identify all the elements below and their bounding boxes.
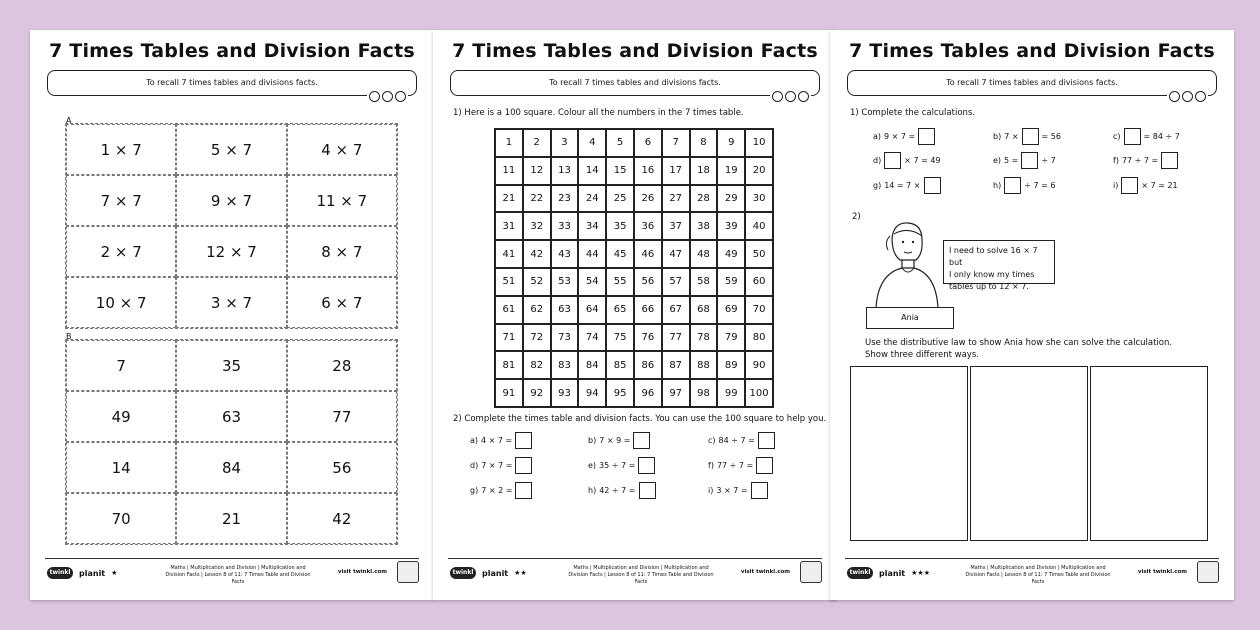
- hundred-square-cell[interactable]: 8: [690, 129, 718, 157]
- fact-label: h): [588, 486, 597, 495]
- difficulty-dots: [1167, 91, 1208, 102]
- answer-box-2[interactable]: [970, 366, 1088, 541]
- hundred-square-cell[interactable]: 28: [690, 185, 718, 213]
- learning-objective: [450, 70, 820, 96]
- hundred-square-cell[interactable]: 18: [690, 157, 718, 185]
- hundred-square-cell[interactable]: 69: [717, 296, 745, 324]
- difficulty-dots: [770, 91, 811, 102]
- question-cards: [65, 123, 398, 329]
- calc-label: d): [873, 156, 882, 165]
- hundred-square-cell[interactable]: 59: [717, 268, 745, 296]
- hundred-square-cell[interactable]: 20: [745, 157, 773, 185]
- answer-box[interactable]: [515, 482, 532, 499]
- fact-text: 3 × 7 =: [716, 486, 748, 495]
- hundred-square-cell[interactable]: 3: [551, 129, 579, 157]
- calc-item: [993, 177, 1055, 194]
- fact-text: 84 ÷ 7 =: [718, 436, 755, 445]
- answer-card: 21: [176, 493, 286, 544]
- hundred-square-cell[interactable]: 55: [606, 268, 634, 296]
- hundred-square-cell[interactable]: 1: [495, 129, 523, 157]
- hundred-square-cell[interactable]: 46: [634, 240, 662, 268]
- answer-cards: [65, 339, 398, 545]
- hundred-square-cell[interactable]: 97: [662, 379, 690, 407]
- hundred-square-cell[interactable]: 93: [551, 379, 579, 407]
- hundred-square-cell[interactable]: 10: [745, 129, 773, 157]
- hundred-square-cell[interactable]: 41: [495, 240, 523, 268]
- hundred-square-cell[interactable]: 34: [578, 212, 606, 240]
- hundred-square-cell[interactable]: 43: [551, 240, 579, 268]
- hundred-square: [494, 128, 774, 408]
- hundred-square-cell[interactable]: 77: [662, 324, 690, 352]
- objective-text: To recall 7 times tables and divisions facts.: [146, 78, 318, 87]
- calc-item: [873, 177, 941, 194]
- hundred-square-cell[interactable]: 53: [551, 268, 579, 296]
- hundred-square-cell[interactable]: 48: [690, 240, 718, 268]
- calc-before: 5 =: [1004, 156, 1019, 165]
- question-card: 4 × 7: [287, 124, 397, 175]
- question-1: 1) Here is a 100 square. Colour all the numbers in the 7 times table.: [453, 108, 744, 118]
- objective-text: To recall 7 times tables and divisions facts.: [549, 78, 721, 87]
- character-name: Ania: [866, 307, 954, 329]
- hundred-square-cell[interactable]: 71: [495, 324, 523, 352]
- fact-item: [708, 432, 775, 449]
- planit-badge-icon: [800, 561, 822, 583]
- hundred-square-cell[interactable]: 66: [634, 296, 662, 324]
- difficulty-stars: ★★: [514, 569, 527, 577]
- answer-card: 56: [287, 442, 397, 493]
- hundred-square-cell[interactable]: 86: [634, 351, 662, 379]
- hundred-square-cell[interactable]: 49: [717, 240, 745, 268]
- hundred-square-cell[interactable]: 78: [690, 324, 718, 352]
- hundred-square-cell[interactable]: 4: [578, 129, 606, 157]
- page-footer: [845, 558, 1219, 590]
- hundred-square-cell[interactable]: 92: [523, 379, 551, 407]
- site-link: visit twinkl.com: [740, 569, 790, 575]
- fact-text: 77 ÷ 7 =: [716, 461, 754, 470]
- calc-label: i): [1113, 181, 1119, 190]
- answer-box[interactable]: [1004, 177, 1021, 194]
- hundred-square-cell[interactable]: 64: [578, 296, 606, 324]
- hundred-square-cell[interactable]: 76: [634, 324, 662, 352]
- calc-item: [873, 152, 941, 169]
- fact-item: [470, 482, 532, 499]
- learning-objective: [47, 70, 417, 96]
- hundred-square-cell[interactable]: 60: [745, 268, 773, 296]
- fact-label: a): [470, 436, 479, 445]
- calc-before: 9 × 7 =: [884, 132, 916, 141]
- hundred-square-cell[interactable]: 67: [662, 296, 690, 324]
- answer-box[interactable]: [1121, 177, 1138, 194]
- calc-label: a): [873, 132, 882, 141]
- hundred-square-cell[interactable]: 44: [578, 240, 606, 268]
- hundred-square-cell[interactable]: 29: [717, 185, 745, 213]
- twinkl-logo: twinkl: [47, 567, 73, 579]
- calc-after: × 7 = 49: [904, 156, 941, 165]
- calc-label: h): [993, 181, 1002, 190]
- speech-bubble: [943, 240, 1055, 291]
- answer-box[interactable]: [758, 432, 775, 449]
- hundred-square-cell[interactable]: 91: [495, 379, 523, 407]
- calc-after: ÷ 7 = 6: [1024, 181, 1056, 190]
- hundred-square-cell[interactable]: 83: [551, 351, 579, 379]
- hundred-square-cell[interactable]: 38: [690, 212, 718, 240]
- question-2: 2): [852, 212, 861, 222]
- speech-line: I need to solve 16 × 7 but: [949, 246, 1038, 267]
- hundred-square-cell[interactable]: 7: [662, 129, 690, 157]
- hundred-square-cell[interactable]: 74: [578, 324, 606, 352]
- fact-item: [588, 457, 655, 474]
- site-link: visit twinkl.com: [337, 569, 387, 575]
- hundred-square-cell[interactable]: 52: [523, 268, 551, 296]
- hundred-square-cell[interactable]: 89: [717, 351, 745, 379]
- course-info: Maths | Multiplication and Division | Multiplication and Division Facts | Lesson 8 of 11: 7 Times Table and Division Facts: [568, 565, 714, 585]
- question-card: 9 × 7: [176, 175, 286, 226]
- calc-label: g): [873, 181, 882, 190]
- hundred-square-cell[interactable]: 99: [717, 379, 745, 407]
- answer-card: 7: [66, 340, 176, 391]
- hundred-square-cell[interactable]: 32: [523, 212, 551, 240]
- brand-text: planit: [79, 568, 106, 578]
- hundred-square-cell[interactable]: 72: [523, 324, 551, 352]
- answer-box[interactable]: [638, 457, 655, 474]
- hundred-square-cell[interactable]: 27: [662, 185, 690, 213]
- course-info: Maths | Multiplication and Division | Multiplication and Division Facts | Lesson 8 of 11: 7 Times Table and Division Facts: [965, 565, 1111, 585]
- answer-box[interactable]: [515, 457, 532, 474]
- answer-box-1[interactable]: [850, 366, 968, 541]
- page-title: 7 Times Tables and Division Facts: [849, 40, 1215, 62]
- answer-box[interactable]: [1022, 128, 1039, 145]
- calc-item: [993, 128, 1061, 145]
- hundred-square-cell[interactable]: 70: [745, 296, 773, 324]
- fact-text: 7 × 7 =: [481, 461, 513, 470]
- question-card: 1 × 7: [66, 124, 176, 175]
- fact-text: 42 ÷ 7 =: [599, 486, 636, 495]
- hundred-square-cell[interactable]: 9: [717, 129, 745, 157]
- hundred-square-cell[interactable]: 84: [578, 351, 606, 379]
- hundred-square-cell[interactable]: 85: [606, 351, 634, 379]
- hundred-square-cell[interactable]: 95: [606, 379, 634, 407]
- answer-box[interactable]: [633, 432, 650, 449]
- objective-text: To recall 7 times tables and divisions facts.: [946, 78, 1118, 87]
- calc-after: ÷ 7: [1041, 156, 1056, 165]
- calc-item: [1113, 177, 1178, 194]
- hundred-square-cell[interactable]: 94: [578, 379, 606, 407]
- calc-item: [873, 128, 935, 145]
- hundred-square-cell[interactable]: 88: [690, 351, 718, 379]
- question-card: 3 × 7: [176, 277, 286, 328]
- difficulty-stars: ★★★: [911, 569, 930, 577]
- hundred-square-cell[interactable]: 2: [523, 129, 551, 157]
- fact-text: 7 × 2 =: [481, 486, 513, 495]
- instructions: [865, 337, 1172, 361]
- question-card: 2 × 7: [66, 226, 176, 277]
- answer-card: 84: [176, 442, 286, 493]
- hundred-square-cell[interactable]: 58: [690, 268, 718, 296]
- question-card: 11 × 7: [287, 175, 397, 226]
- hundred-square-cell[interactable]: 98: [690, 379, 718, 407]
- hundred-square-cell[interactable]: 79: [717, 324, 745, 352]
- fact-item: [588, 432, 650, 449]
- answer-box[interactable]: [751, 482, 768, 499]
- hundred-square-cell[interactable]: 63: [551, 296, 579, 324]
- hundred-square-cell[interactable]: 39: [717, 212, 745, 240]
- hundred-square-cell[interactable]: 37: [662, 212, 690, 240]
- speech-line: I only know my times: [949, 270, 1035, 279]
- worksheet-page-3: [830, 30, 1234, 600]
- calc-before: 14 = 7 ×: [884, 181, 921, 190]
- hundred-square-cell[interactable]: 56: [634, 268, 662, 296]
- answer-card: 77: [287, 391, 397, 442]
- question-card: 8 × 7: [287, 226, 397, 277]
- answer-card: 49: [66, 391, 176, 442]
- difficulty-stars: ★: [111, 569, 118, 577]
- answer-box[interactable]: [884, 152, 901, 169]
- answer-card: 63: [176, 391, 286, 442]
- answer-card: 42: [287, 493, 397, 544]
- planit-badge-icon: [397, 561, 419, 583]
- question-2: 2) Complete the times table and division facts. You can use the 100 square to help you.: [453, 414, 827, 424]
- calc-label: f): [1113, 156, 1119, 165]
- page-footer: [448, 558, 822, 590]
- hundred-square-cell[interactable]: 31: [495, 212, 523, 240]
- hundred-square-cell[interactable]: 40: [745, 212, 773, 240]
- answer-box[interactable]: [515, 432, 532, 449]
- hundred-square-cell[interactable]: 96: [634, 379, 662, 407]
- calc-item: [993, 152, 1056, 169]
- worksheet-page-2: [433, 30, 837, 600]
- hundred-square-cell[interactable]: 16: [634, 157, 662, 185]
- fact-item: [588, 482, 656, 499]
- hundred-square-cell[interactable]: 61: [495, 296, 523, 324]
- calc-before: 77 ÷ 7 =: [1121, 156, 1159, 165]
- calc-item: [1113, 128, 1180, 145]
- answer-card: 35: [176, 340, 286, 391]
- hundred-square-cell[interactable]: 19: [717, 157, 745, 185]
- page-footer: [45, 558, 419, 590]
- hundred-square-cell[interactable]: 30: [745, 185, 773, 213]
- hundred-square-cell[interactable]: 57: [662, 268, 690, 296]
- question-card: 7 × 7: [66, 175, 176, 226]
- calc-label: c): [1113, 132, 1121, 141]
- fact-item: [470, 432, 532, 449]
- fact-item: [708, 482, 768, 499]
- hundred-square-cell[interactable]: 36: [634, 212, 662, 240]
- answer-box[interactable]: [918, 128, 935, 145]
- hundred-square-cell[interactable]: 87: [662, 351, 690, 379]
- worksheet-page-1: [30, 30, 434, 600]
- hundred-square-cell[interactable]: 15: [606, 157, 634, 185]
- fact-label: c): [708, 436, 716, 445]
- fact-label: g): [470, 486, 479, 495]
- answer-box[interactable]: [924, 177, 941, 194]
- answer-box[interactable]: [639, 482, 656, 499]
- difficulty-dots: [367, 91, 408, 102]
- brand-text: planit: [879, 568, 906, 578]
- page-title: 7 Times Tables and Division Facts: [49, 40, 415, 62]
- fact-label: e): [588, 461, 597, 470]
- answer-card: 28: [287, 340, 397, 391]
- speech-line: tables up to 12 × 7.: [949, 282, 1029, 291]
- hundred-square-cell[interactable]: 11: [495, 157, 523, 185]
- fact-text: 7 × 9 =: [599, 436, 631, 445]
- page-title: 7 Times Tables and Division Facts: [452, 40, 818, 62]
- hundred-square-cell[interactable]: 50: [745, 240, 773, 268]
- brand-text: planit: [482, 568, 509, 578]
- girl-illustration-icon: [870, 218, 942, 308]
- calc-label: e): [993, 156, 1002, 165]
- answer-box[interactable]: [1161, 152, 1178, 169]
- hundred-square-cell[interactable]: 35: [606, 212, 634, 240]
- hundred-square-cell[interactable]: 47: [662, 240, 690, 268]
- hundred-square-cell[interactable]: 14: [578, 157, 606, 185]
- hundred-square-cell[interactable]: 68: [690, 296, 718, 324]
- answer-box-3[interactable]: [1090, 366, 1208, 541]
- calc-label: b): [993, 132, 1002, 141]
- hundred-square-cell[interactable]: 5: [606, 129, 634, 157]
- answer-box[interactable]: [1124, 128, 1141, 145]
- hundred-square-cell[interactable]: 65: [606, 296, 634, 324]
- learning-objective: [847, 70, 1217, 96]
- answer-box[interactable]: [756, 457, 773, 474]
- hundred-square-cell[interactable]: 82: [523, 351, 551, 379]
- fact-text: 4 × 7 =: [481, 436, 513, 445]
- planit-badge-icon: [1197, 561, 1219, 583]
- calc-item: [1113, 152, 1178, 169]
- answer-card: 70: [66, 493, 176, 544]
- cut-label-a: A: [66, 116, 72, 125]
- hundred-square-cell[interactable]: 26: [634, 185, 662, 213]
- cut-label-b: B: [66, 332, 72, 341]
- hundred-square-cell[interactable]: 81: [495, 351, 523, 379]
- hundred-square-cell[interactable]: 90: [745, 351, 773, 379]
- question-card: 12 × 7: [176, 226, 286, 277]
- question-card: 10 × 7: [66, 277, 176, 328]
- hundred-square-cell[interactable]: 24: [578, 185, 606, 213]
- hundred-square-cell[interactable]: 62: [523, 296, 551, 324]
- question-1: 1) Complete the calculations.: [850, 108, 976, 118]
- calc-after: = 84 ÷ 7: [1143, 132, 1180, 141]
- instruction-line: Use the distributive law to show Ania how she can solve the calculation.: [865, 338, 1173, 348]
- twinkl-logo: twinkl: [847, 567, 873, 579]
- hundred-square-cell[interactable]: 75: [606, 324, 634, 352]
- hundred-square-cell[interactable]: 42: [523, 240, 551, 268]
- fact-label: b): [588, 436, 597, 445]
- answer-card: 14: [66, 442, 176, 493]
- course-info: Maths | Multiplication and Division | Multiplication and Division Facts | Lesson 8 of 11: 7 Times Table and Division Facts: [165, 565, 311, 585]
- hundred-square-cell[interactable]: 33: [551, 212, 579, 240]
- hundred-square-cell[interactable]: 80: [745, 324, 773, 352]
- hundred-square-cell[interactable]: 51: [495, 268, 523, 296]
- hundred-square-cell[interactable]: 13: [551, 157, 579, 185]
- fact-label: i): [708, 486, 714, 495]
- hundred-square-cell[interactable]: 73: [551, 324, 579, 352]
- hundred-square-cell[interactable]: 12: [523, 157, 551, 185]
- hundred-square-cell[interactable]: 100: [745, 379, 773, 407]
- calc-after: × 7 = 21: [1141, 181, 1178, 190]
- fact-label: f): [708, 461, 714, 470]
- hundred-square-cell[interactable]: 25: [606, 185, 634, 213]
- fact-label: d): [470, 461, 479, 470]
- hundred-square-cell[interactable]: 23: [551, 185, 579, 213]
- hundred-square-cell[interactable]: 45: [606, 240, 634, 268]
- calc-before: 7 ×: [1004, 132, 1019, 141]
- calc-after: = 56: [1041, 132, 1061, 141]
- fact-item: [470, 457, 532, 474]
- instruction-line: Show three different ways.: [865, 350, 979, 360]
- hundred-square-cell[interactable]: 22: [523, 185, 551, 213]
- hundred-square-cell[interactable]: 6: [634, 129, 662, 157]
- answer-box[interactable]: [1021, 152, 1038, 169]
- question-card: 6 × 7: [287, 277, 397, 328]
- hundred-square-cell[interactable]: 17: [662, 157, 690, 185]
- hundred-square-cell[interactable]: 21: [495, 185, 523, 213]
- question-card: 5 × 7: [176, 124, 286, 175]
- site-link: visit twinkl.com: [1137, 569, 1187, 575]
- fact-text: 35 ÷ 7 =: [599, 461, 636, 470]
- twinkl-logo: twinkl: [450, 567, 476, 579]
- fact-item: [708, 457, 773, 474]
- hundred-square-cell[interactable]: 54: [578, 268, 606, 296]
